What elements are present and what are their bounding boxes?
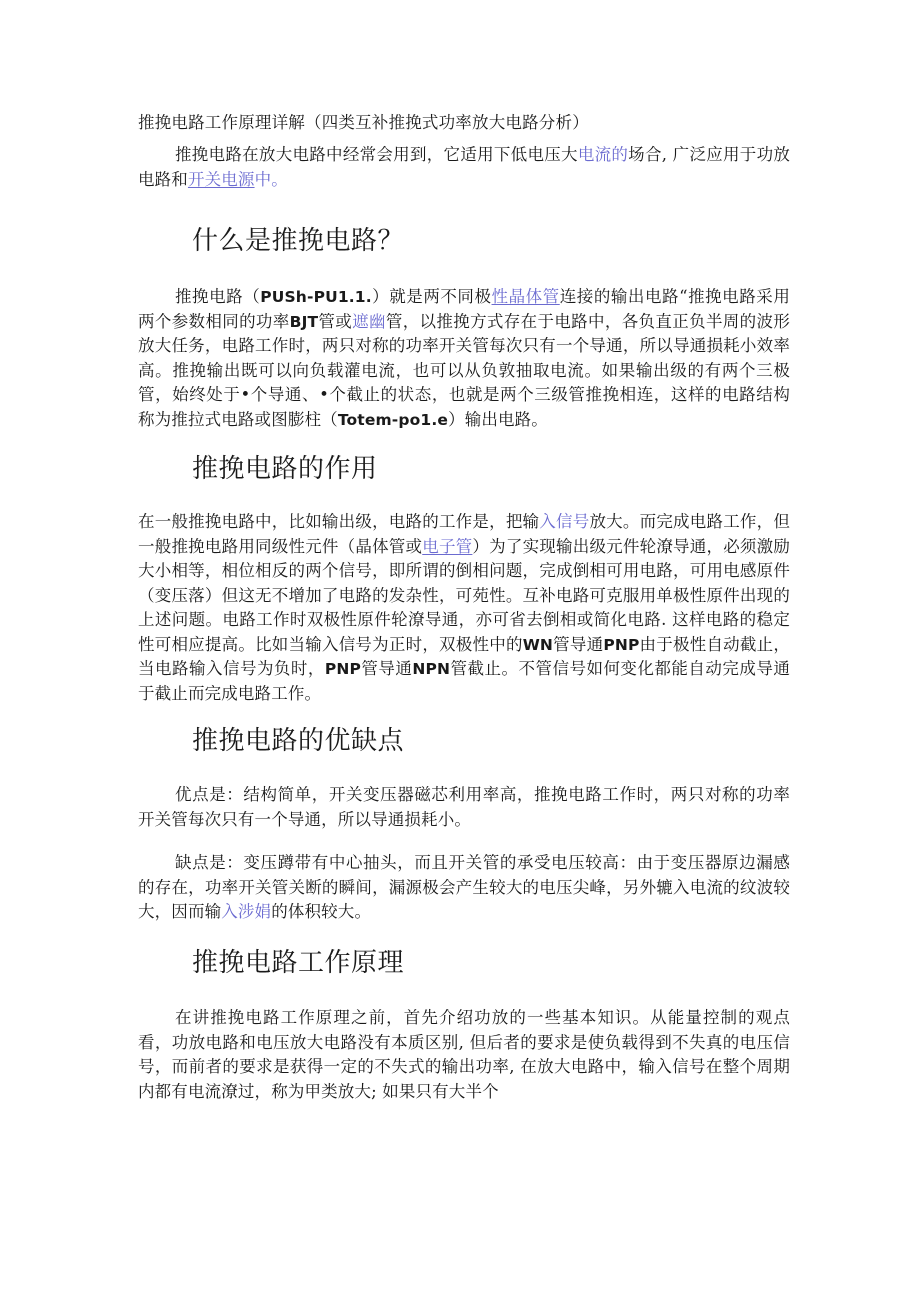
link-mosfet[interactable]: 遮幽 xyxy=(352,311,386,331)
s1-text-5: 管，以推挽方式存在于电路中，各负直正负半周的波形放大任务，电路工作时，两只对称的功率开关管每次只有一个导通，所以导通损耗小效率高。推挽输出既可以向负载灌电流，也可以从负敦抽取电流。如果输出级的有两个三极管，始终处于•个导通、•个截止的状态，也就是两个三级管推挽相连，这样的电路结构称为推拉式电路或图膨柱（ xyxy=(138,311,790,429)
intro-paragraph xyxy=(138,143,790,192)
cons-paragraph xyxy=(138,851,790,925)
s2-text-2: 放大。而完成电路工作，但一般推挽电路用同级性元件（晶体管或 xyxy=(138,512,790,556)
s1-text-4: 管或 xyxy=(318,311,353,331)
cons-text-2: 的体积较大。 xyxy=(271,902,372,921)
intro-text-1: 推挽电路在放大电路中经常会用到，它适用下低电压大 xyxy=(175,145,578,164)
s2-bold-pnp-1: PNP xyxy=(603,635,640,654)
s2-text-7: 管截止。不管信号如何变化都能自动完成导通于截止而完成电路工作。 xyxy=(138,659,791,703)
link-input-filter[interactable]: 入涉娟 xyxy=(221,902,272,921)
link-switching-power[interactable]: 开关电源 xyxy=(187,169,255,189)
section-heading-what-is: 什么是推挽电路？ xyxy=(192,226,405,256)
section-heading-principle: 推挽电路工作原理 xyxy=(192,948,405,978)
s1-text-1: 推挽电路（ xyxy=(175,287,261,306)
s1-bold-1: PUSh-PU1.1. xyxy=(260,288,372,306)
pros-paragraph: 优点是：结构简单，开关变压器磁芯利用率高，推挽电路工作时，两只对称的功率开关管每次只有一个导通，所以导通损耗小。 xyxy=(138,785,790,829)
cons-text-1: 缺点是：变压蹲带有中心抽头，而且开关管的承受电压较高：由于变压器原边漏感的存在，功率开关管关断的瞬间，漏源极会产生较大的电压尖峰，另外辘入电流的纹波较大，因而输 xyxy=(138,853,790,921)
principle-paragraph: 在讲推挽电路工作原理之前，首先介绍功放的一些基本知识。从能量控制的观点看，功放电路和电压放大电路没有本质区别, 但后者的要求是使负载得到不失真的电压信号，而前者的要求是获得一定的不失式的输出功率, 在放大电路中，输入信号在整个周期内都有电流潦过，称为甲类放大; 如果只有大半个 xyxy=(138,1008,790,1101)
s1-bold-totem: Totem-po1.e xyxy=(337,410,449,429)
s1-bold-bjt: BJT xyxy=(289,312,319,331)
s2-bold-wn: WN xyxy=(522,635,554,654)
section2-paragraph xyxy=(138,510,790,706)
s2-text-3: ）为了实现输出级元件轮潦导通，必须激励大小相等，相位相反的两个信号，即所谓的倒相问题，完成倒相可用电路，可用电感原件（变压落）但这无不增加了电路的发杂性，可苑性。互补电路可克服用单极性原件出现的上述问题。电路工作时双极性原件轮潦导通，亦可省去倒相或简化电路. 这样电路的稳定性可相应提高。比如当输入信号为正时，双极性中的 xyxy=(138,536,790,654)
intro-text-3: 中。 xyxy=(254,169,288,189)
s2-bold-npn: NPN xyxy=(412,660,451,678)
s2-text-4: 管导通 xyxy=(553,634,604,654)
s2-text-5: 由于极性自动截止，当电路输入信号为负时， xyxy=(138,634,791,678)
section-heading-pros-cons: 推挽电路的优缺点 xyxy=(192,726,405,756)
s1-text-6: ）输出电路。 xyxy=(448,409,548,429)
section1-paragraph xyxy=(138,285,790,432)
link-vacuum-tube[interactable]: 电子管 xyxy=(422,536,473,556)
section-heading-function: 推挽电路的作用 xyxy=(192,454,378,484)
link-transistor[interactable]: 性晶体管 xyxy=(491,287,560,306)
s1-text-3: 连接的输出电路“推挽电路采用两个参数相同的功率 xyxy=(138,287,790,331)
s2-text-1: 在一般推挽电路中，比如输出级，电路的工作是，把输 xyxy=(138,512,540,531)
s2-bold-pnp-2: PNP xyxy=(324,660,362,678)
document-title: 推挽电路工作原理详解（四类互补推挽式功率放大电路分析） xyxy=(138,113,589,132)
s2-text-6: 管导通 xyxy=(361,659,413,678)
intro-text-2: 场合, 广泛应用于功放电路和 xyxy=(138,145,791,189)
s1-text-2: ）就是两不同极 xyxy=(371,287,492,306)
link-input-signal[interactable]: 入信号 xyxy=(539,512,590,531)
link-current[interactable]: 电流的 xyxy=(577,145,629,164)
